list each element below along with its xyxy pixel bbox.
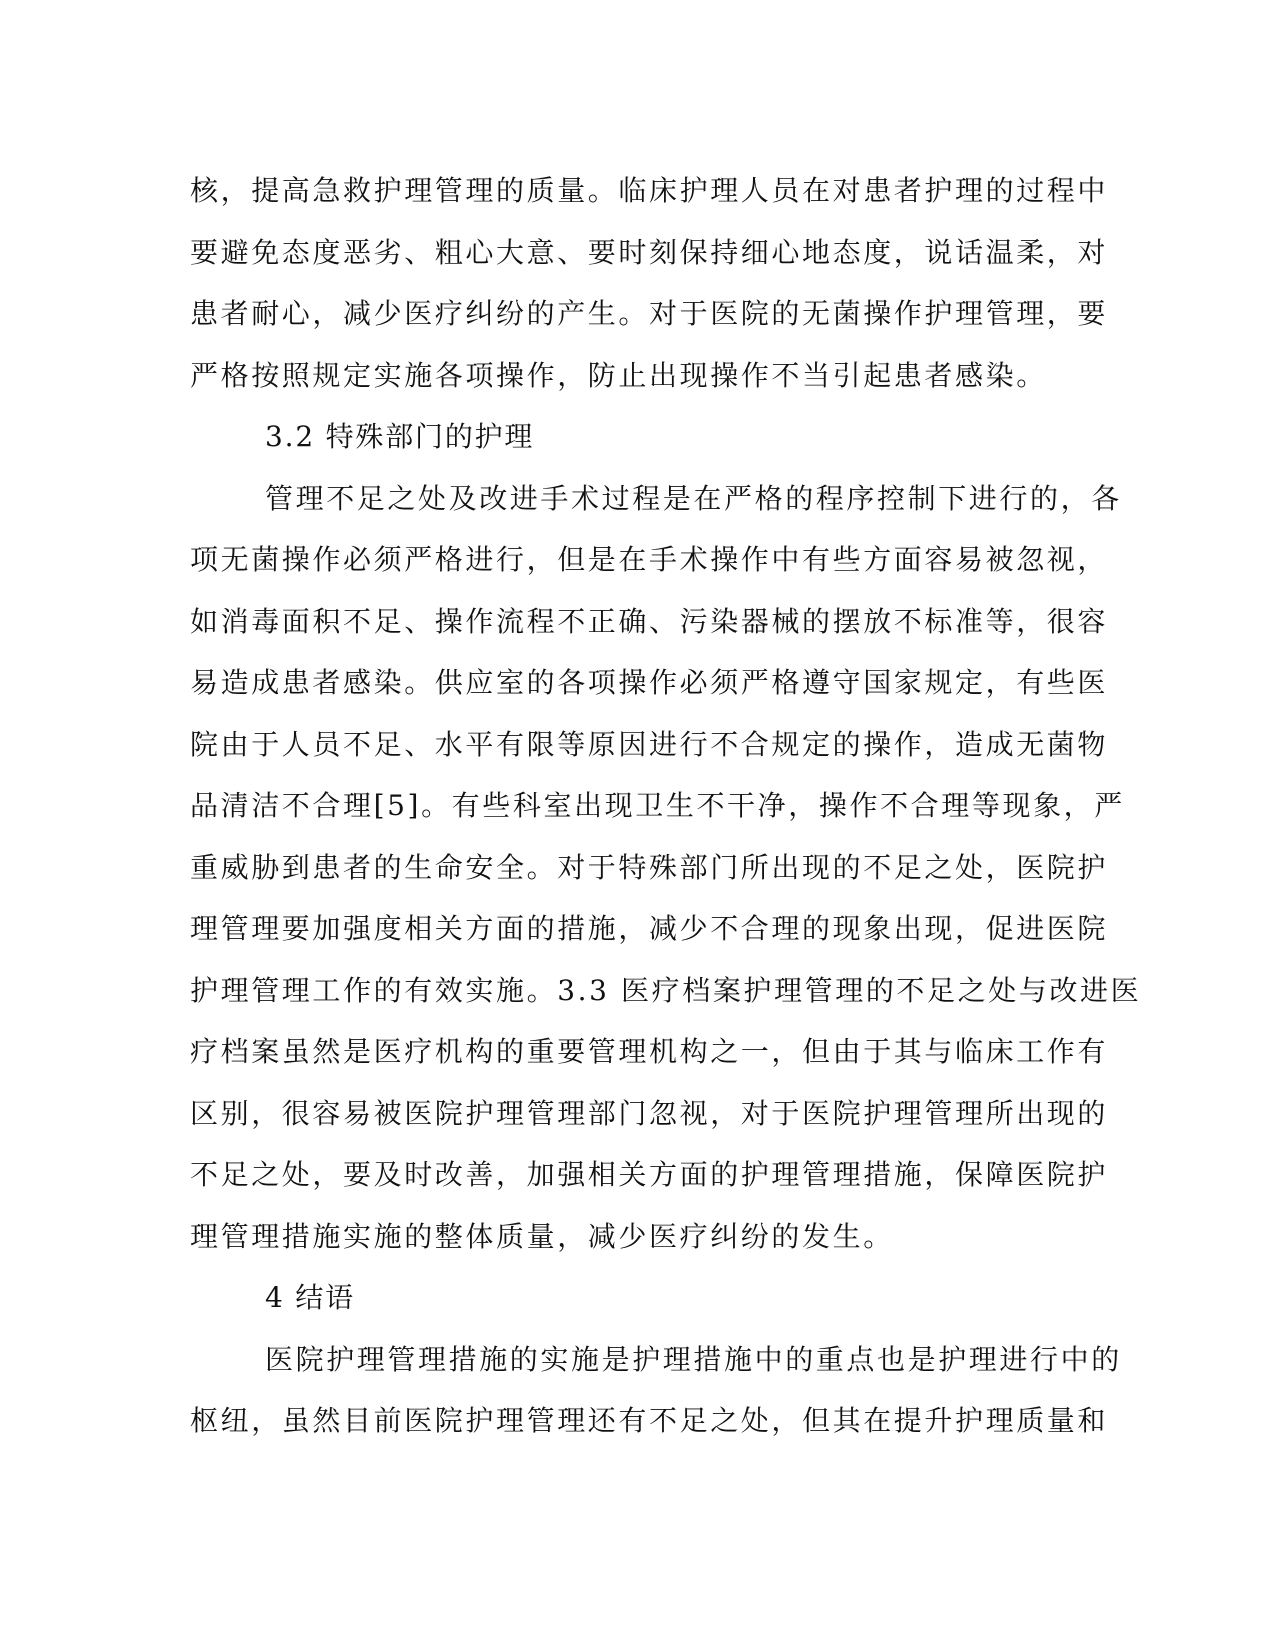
text-line: 院由于人员不足、水平有限等原因进行不合规定的操作，造成无菌物 bbox=[190, 727, 1109, 761]
section-heading: 4 结语 bbox=[265, 1281, 355, 1314]
text-line: 品清洁不合理[5]。有些科室出现卫生不干净，操作不合理等现象，严 bbox=[190, 789, 1125, 822]
text-line: 疗档案虽然是医疗机构的重要管理机构之一，但由于其与临床工作有 bbox=[190, 1035, 1109, 1068]
text-line: 严格按照规定实施各项操作，防止出现操作不当引起患者感染。 bbox=[190, 358, 1047, 392]
text-line: 如消毒面积不足、操作流程不正确、污染器械的摆放不标准等，很容 bbox=[190, 604, 1109, 638]
document-body bbox=[190, 160, 1142, 1452]
text-line: 医院护理管理措施的实施是护理措施中的重点也是护理进行中的 bbox=[265, 1342, 1122, 1376]
text-line: 重威胁到患者的生命安全。对于特殊部门所出现的不足之处，医院护 bbox=[190, 850, 1109, 884]
text-line: 管理不足之处及改进手术过程是在严格的程序控制下进行的，各 bbox=[265, 481, 1122, 515]
text-line: 枢纽，虽然目前医院护理管理还有不足之处，但其在提升护理质量和 bbox=[190, 1404, 1109, 1437]
text-line: 患者耐心，减少医疗纠纷的产生。对于医院的无菌操作护理管理，要 bbox=[190, 297, 1109, 330]
text-line: 要避免态度恶劣、粗心大意、要时刻保持细心地态度，说话温柔，对 bbox=[190, 235, 1109, 269]
text-line: 理管理要加强度相关方面的措施，减少不合理的现象出现，促进医院 bbox=[190, 912, 1109, 945]
section-heading: 3.2 特殊部门的护理 bbox=[265, 420, 535, 453]
text-line: 易造成患者感染。供应室的各项操作必须严格遵守国家规定，有些医 bbox=[190, 666, 1109, 699]
text-line: 项无菌操作必须严格进行，但是在手术操作中有些方面容易被忽视， bbox=[190, 543, 1109, 576]
text-line: 区别，很容易被医院护理管理部门忽视，对于医院护理管理所出现的 bbox=[190, 1096, 1109, 1130]
text-line: 不足之处，要及时改善，加强相关方面的护理管理措施，保障医院护 bbox=[190, 1158, 1109, 1191]
text-line: 核，提高急救护理管理的质量。临床护理人员在对患者护理的过程中 bbox=[190, 174, 1109, 207]
text-line: 护理管理工作的有效实施。3.3 医疗档案护理管理的不足之处与改进医 bbox=[190, 973, 1142, 1007]
text-line: 理管理措施实施的整体质量，减少医疗纠纷的发生。 bbox=[190, 1219, 894, 1253]
